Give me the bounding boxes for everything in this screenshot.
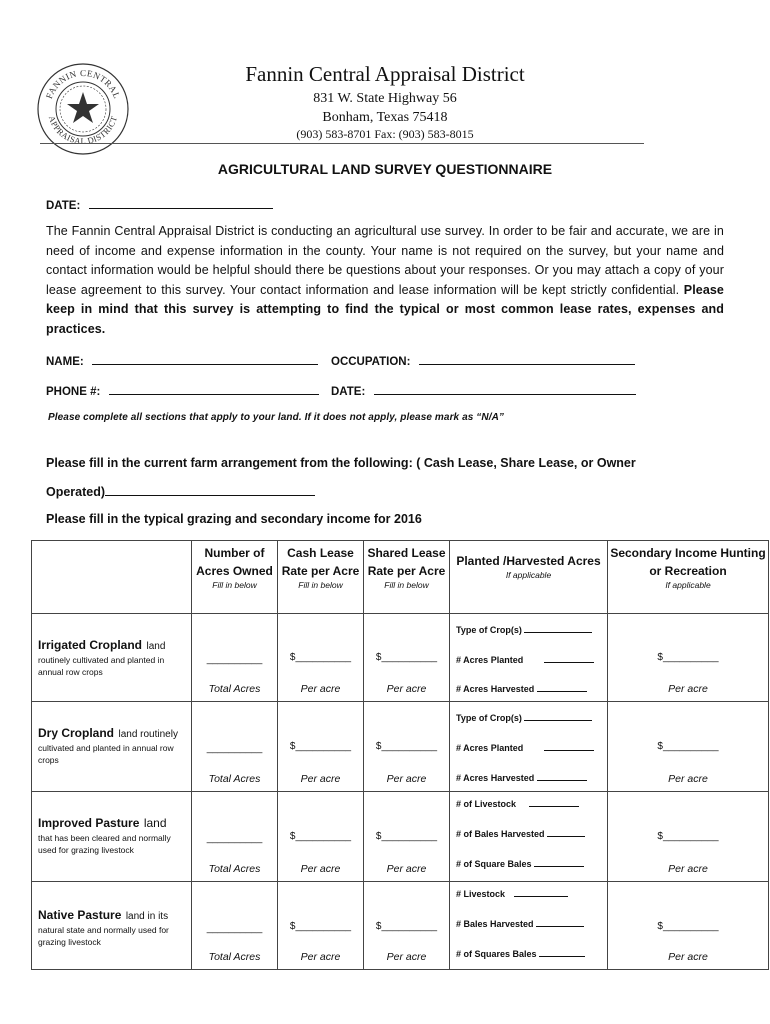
- total-acres-label: Total Acres: [208, 773, 261, 785]
- header-acres-owned: [192, 541, 278, 614]
- acres-owned-cell[interactable]: __________ Total Acres: [192, 702, 278, 792]
- planted-label: # of Squares Bales: [456, 949, 537, 959]
- planted-field[interactable]: [537, 691, 587, 692]
- planted-label: # of Square Bales: [456, 859, 532, 869]
- occupation-row: [331, 352, 635, 370]
- total-acres-label: Total Acres: [208, 683, 261, 695]
- dollar-sign: $: [289, 741, 296, 752]
- planted-field[interactable]: [544, 662, 594, 663]
- per-acre-label: Per acre: [386, 773, 427, 785]
- shared-lease-cell[interactable]: $__________ Per acre: [364, 792, 450, 882]
- row-label-cell: [32, 702, 192, 792]
- table-row: [32, 882, 769, 970]
- planted-field[interactable]: [524, 720, 592, 721]
- cash-lease-cell[interactable]: $__________ Per acre: [278, 792, 364, 882]
- per-acre-label: Per acre: [668, 683, 708, 695]
- date2-row: [331, 382, 636, 400]
- dollar-sign: $: [375, 831, 382, 842]
- table-row: [32, 702, 769, 792]
- planted-cell[interactable]: [450, 702, 608, 792]
- per-acre-label: Per acre: [668, 951, 708, 963]
- row-label-cell: [32, 614, 192, 702]
- planted-cell[interactable]: [450, 614, 608, 702]
- per-acre-label: Per acre: [668, 863, 708, 875]
- row-desc: that has been cleared and normally used for grazing livestock: [38, 833, 171, 855]
- per-acre-label: Per acre: [668, 773, 708, 785]
- planted-label: # Acres Harvested: [456, 684, 535, 694]
- planted-label: # Acres Planted: [456, 655, 524, 665]
- planted-cell[interactable]: [450, 882, 608, 970]
- dollar-sign: $: [657, 831, 663, 842]
- occupation-field[interactable]: [419, 353, 635, 365]
- planted-label: # of Livestock: [456, 799, 517, 809]
- date2-field[interactable]: [374, 383, 636, 395]
- acres-owned-cell[interactable]: __________ Total Acres: [192, 792, 278, 882]
- header-sub: If applicable: [665, 580, 711, 590]
- per-acre-label: Per acre: [300, 863, 341, 875]
- shared-lease-cell[interactable]: $__________ Per acre: [364, 702, 450, 792]
- dollar-sign: $: [375, 741, 382, 752]
- header-title: Cash Lease Rate per Acre: [281, 546, 360, 578]
- planted-label: Type of Crop(s): [456, 625, 522, 635]
- row-desc: routinely cultivated and planted in annual row crops: [38, 655, 165, 677]
- header-sub: Fill in below: [384, 580, 429, 590]
- planted-field[interactable]: [514, 896, 568, 897]
- intro-text: The Fannin Central Appraisal District is conducting an agricultural use survey. In order to be fair and accurate, we are in need of income and expense information in the county. Your name is not required on the survey, but your name and contact information would be helpful should there be questions about your responses. Or you may attach a copy of your lease agreement to this survey. Your contact information and lease information will be kept strictly confidential.: [46, 224, 724, 297]
- seal-top-text: FANNIN CENTRAL: [43, 67, 123, 101]
- phone-field[interactable]: [109, 383, 319, 395]
- intro-bold-text: Please keep in mind that this survey is attempting to find the typical or most common lease rates, expenses and practices.: [46, 282, 724, 336]
- dollar-sign: $: [657, 921, 663, 932]
- per-acre-label: Per acre: [386, 863, 427, 875]
- planted-field[interactable]: [547, 836, 585, 837]
- name-field[interactable]: [92, 353, 318, 365]
- row-desc-inline: land in its: [125, 911, 169, 922]
- per-acre-label: Per acre: [386, 951, 427, 963]
- header-title: Number of Acres Owned: [196, 546, 273, 578]
- phone-label: PHONE #:: [46, 386, 101, 398]
- planted-label: # Livestock: [456, 889, 506, 899]
- dollar-sign: $: [657, 741, 663, 752]
- acres-owned-cell[interactable]: __________ Total Acres: [192, 614, 278, 702]
- arrangement-field[interactable]: [105, 484, 315, 496]
- row-name: Native Pasture: [38, 908, 122, 922]
- dollar-sign: $: [375, 652, 382, 663]
- dollar-sign: $: [289, 921, 296, 932]
- planted-label: # Acres Planted: [456, 743, 524, 753]
- row-name: Dry Cropland: [38, 726, 115, 740]
- row-desc: cultivated and planted in annual row crops: [38, 743, 174, 765]
- total-acres-label: Total Acres: [208, 863, 261, 875]
- planted-field[interactable]: [529, 806, 579, 807]
- secondary-income-cell[interactable]: $__________ Per acre: [608, 702, 769, 792]
- phone-row: [46, 382, 319, 400]
- form-title: AGRICULTURAL LAND SURVEY QUESTIONNAIRE: [217, 161, 553, 177]
- header-divider: [40, 143, 644, 144]
- acres-owned-cell[interactable]: __________ Total Acres: [192, 882, 278, 970]
- cash-lease-cell[interactable]: $__________ Per acre: [278, 882, 364, 970]
- instructions-note: Please complete all sections that apply to your land. If it does not apply, please mark as “N/A”: [48, 412, 505, 423]
- row-desc: natural state and normally used for grazing livestock: [38, 925, 169, 947]
- planted-field[interactable]: [534, 866, 584, 867]
- header-land-type: [32, 541, 192, 614]
- planted-field[interactable]: [544, 750, 594, 751]
- per-acre-label: Per acre: [386, 683, 427, 695]
- name-row: [46, 352, 318, 370]
- per-acre-label: Per acre: [300, 683, 341, 695]
- shared-lease-cell[interactable]: $__________ Per acre: [364, 882, 450, 970]
- arrangement-question-cont: [46, 484, 315, 499]
- table-header-row: [32, 541, 769, 614]
- secondary-income-cell[interactable]: $__________ Per acre: [608, 614, 769, 702]
- secondary-income-cell[interactable]: $__________ Per acre: [608, 882, 769, 970]
- header-title: Secondary Income Hunting or Recreation: [610, 546, 766, 578]
- row-name: Irrigated Cropland: [38, 638, 143, 652]
- occupation-label: OCCUPATION:: [331, 356, 411, 368]
- table-row: [32, 614, 769, 702]
- address-line-2: Bonham, Texas 75418: [322, 110, 448, 125]
- planted-label: # Acres Harvested: [456, 773, 535, 783]
- total-acres-label: Total Acres: [208, 951, 261, 963]
- header-planted-harvested: [450, 541, 608, 614]
- table-row: [32, 792, 769, 882]
- dollar-sign: $: [289, 652, 296, 663]
- planted-label: Type of Crop(s): [456, 713, 522, 723]
- grazing-question: Please fill in the typical grazing and secondary income for 2016: [46, 512, 422, 526]
- cash-lease-cell[interactable]: $__________ Per acre: [278, 614, 364, 702]
- row-label-cell: [32, 792, 192, 882]
- secondary-income-cell[interactable]: $__________ Per acre: [608, 792, 769, 882]
- header-sub: Fill in below: [212, 580, 257, 590]
- district-title: Fannin Central Appraisal District: [245, 62, 525, 86]
- row-desc-inline: land routinely: [118, 729, 178, 740]
- row-desc-inline: land: [143, 816, 167, 830]
- planted-field[interactable]: [524, 632, 592, 633]
- planted-cell[interactable]: [450, 792, 608, 882]
- header-secondary-income: [608, 541, 769, 614]
- header-title: Shared Lease Rate per Acre: [367, 546, 446, 578]
- address-line-1: 831 W. State Highway 56: [313, 91, 457, 106]
- planted-label: # Bales Harvested: [456, 919, 534, 929]
- per-acre-label: Per acre: [300, 951, 341, 963]
- planted-field[interactable]: [536, 926, 584, 927]
- planted-field[interactable]: [539, 956, 585, 957]
- planted-field[interactable]: [537, 780, 587, 781]
- header-sub: If applicable: [505, 570, 552, 580]
- row-label-cell: [32, 882, 192, 970]
- header-shared-lease: [364, 541, 450, 614]
- row-desc-inline: land: [146, 641, 166, 652]
- header-cash-lease: [278, 541, 364, 614]
- header-sub: Fill in below: [298, 580, 343, 590]
- header-title: Planted /Harvested Acres: [456, 554, 601, 568]
- date-label: DATE:: [46, 200, 81, 212]
- dollar-sign: $: [657, 652, 663, 663]
- name-label: NAME:: [46, 356, 84, 368]
- phone-fax-line: (903) 583-8701 Fax: (903) 583-8015: [296, 127, 474, 141]
- dollar-sign: $: [375, 921, 382, 932]
- arrangement-question: Please fill in the current farm arrangement from the following: ( Cash Lease, Share Lease, or Owner: [46, 456, 636, 470]
- shared-lease-cell[interactable]: $__________ Per acre: [364, 614, 450, 702]
- date-row: [46, 196, 273, 214]
- cash-lease-cell[interactable]: $__________ Per acre: [278, 702, 364, 792]
- row-name: Improved Pasture: [38, 816, 140, 830]
- dollar-sign: $: [289, 831, 296, 842]
- planted-label: # of Bales Harvested: [456, 829, 545, 839]
- arrangement-question-tail: Operated): [46, 485, 106, 499]
- date-field[interactable]: [89, 197, 273, 209]
- per-acre-label: Per acre: [300, 773, 341, 785]
- survey-table: [31, 540, 769, 970]
- seal-bottom-text: APPRAISAL DISTRICT: [46, 114, 120, 147]
- intro-paragraph: [46, 222, 724, 340]
- date2-label: DATE:: [331, 386, 366, 398]
